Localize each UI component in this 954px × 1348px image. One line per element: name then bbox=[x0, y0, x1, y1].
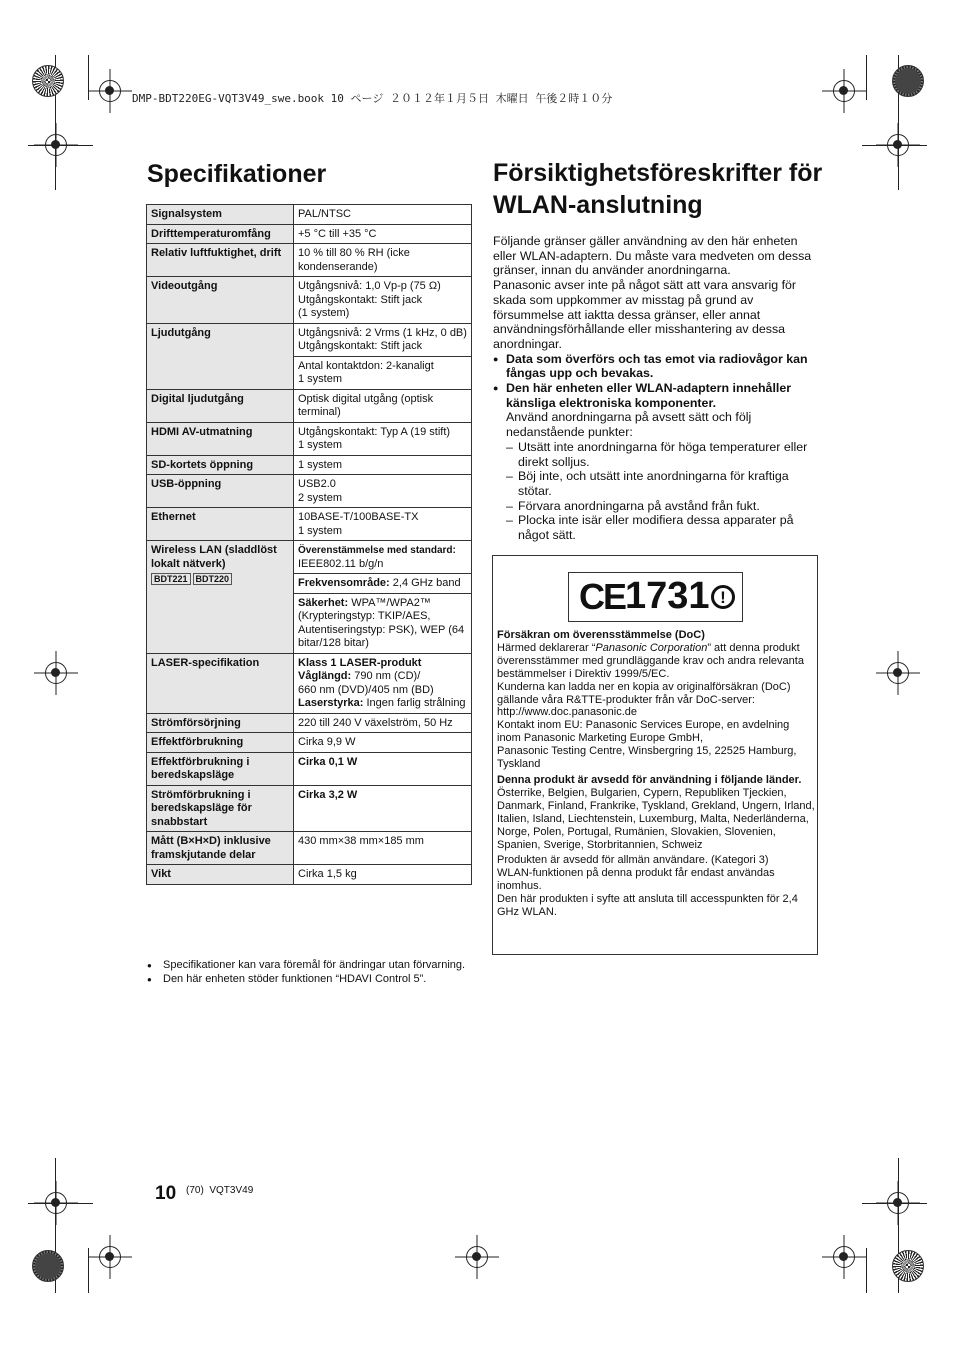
color-wheel-icon bbox=[892, 65, 924, 97]
crop-line bbox=[88, 1248, 89, 1293]
row-label: Effektförbrukning bbox=[147, 733, 294, 753]
registration-mark-icon bbox=[833, 1246, 855, 1268]
spec-table bbox=[146, 204, 472, 885]
crop-line bbox=[88, 55, 89, 100]
doc-text: ” att denna produkt överensstämmer med grundläggande krav och andra relevanta bestämmelser i Direktiv 1999/5/EC. Kunderna kan ladda ner en kopia av originalförsäkran (DoC) gällande våra R&TTE-produkter från vår DoC-server: http://www.doc.panasonic.de Kontakt inom EU: Panasonic Services Europe, en avdelning inom Panasonic Marketing Europe GmbH, Panasonic Testing Centre, Winsbergring 15, 22525 Hamburg, Tyskland bbox=[497, 641, 804, 771]
color-wheel-icon bbox=[892, 1250, 924, 1282]
registration-mark-icon bbox=[887, 1192, 909, 1214]
row-label: Vikt bbox=[147, 865, 294, 885]
ce-marking bbox=[568, 572, 743, 622]
dash-item: – Utsätt inte anordningarna för höga temperaturer eller direkt solljus. bbox=[493, 440, 818, 469]
model-tag: BDT221 bbox=[151, 573, 191, 585]
page-title: Specifikationer bbox=[147, 160, 327, 188]
row-label: Strömförsörjning bbox=[147, 713, 294, 733]
table-row bbox=[147, 508, 472, 541]
table-row bbox=[147, 752, 472, 785]
registration-mark-icon bbox=[45, 134, 67, 156]
row-value: Cirka 3,2 W bbox=[294, 785, 472, 832]
row-label: Ljudutgång bbox=[147, 323, 294, 389]
table-row bbox=[147, 244, 472, 277]
row-value: 1 system bbox=[294, 455, 472, 475]
note-item: ● Specifikationer kan vara föremål för ändringar utan förvarning. bbox=[146, 959, 472, 972]
declaration-text bbox=[497, 629, 815, 922]
table-row bbox=[147, 389, 472, 422]
table-row bbox=[147, 733, 472, 753]
row-label bbox=[147, 541, 294, 654]
company-name: Panasonic Corporation bbox=[595, 641, 708, 654]
registration-mark-icon bbox=[833, 80, 855, 102]
usage-text: Produkten är avsedd för allmän användare. (Kategori 3) WLAN-funktionen på denna produkt får endast användas inomhus. Den här produkten i syfte att ansluta till accesspunkten för 2,4 GHz WLAN. bbox=[497, 854, 798, 919]
value-label: Laserstyrka: bbox=[298, 697, 364, 709]
row-value bbox=[294, 541, 472, 574]
row-value: USB2.0 2 system bbox=[294, 475, 472, 508]
countries-heading: Denna produkt är avsedd för användning i följande länder. bbox=[497, 773, 802, 786]
table-row bbox=[147, 224, 472, 244]
row-label: Drifttemperaturomfång bbox=[147, 224, 294, 244]
registration-mark-icon bbox=[887, 134, 909, 156]
row-label: Videoutgång bbox=[147, 277, 294, 324]
row-value: Cirka 1,5 kg bbox=[294, 865, 472, 885]
notified-body-number: 1731 bbox=[625, 575, 710, 617]
row-label: Digital ljudutgång bbox=[147, 389, 294, 422]
value-label: Säkerhet: bbox=[298, 596, 349, 609]
row-label: USB-öppning bbox=[147, 475, 294, 508]
row-label: Strömförbrukning i beredskapsläge för snabbstart bbox=[147, 785, 294, 832]
table-row bbox=[147, 832, 472, 865]
section-title: Försiktighetsföreskrifter för WLAN-anslutning bbox=[493, 159, 823, 219]
ce-mark-icon: CE bbox=[579, 576, 626, 617]
dash-item: – Förvara anordningarna på avstånd från fukt. bbox=[493, 499, 818, 514]
row-value: Utgångsnivå: 2 Vrms (1 kHz, 0 dB) Utgångskontakt: Stift jack bbox=[294, 323, 472, 356]
registration-mark-icon bbox=[99, 80, 121, 102]
row-value: +5 °C till +35 °C bbox=[294, 224, 472, 244]
alert-icon: ! bbox=[711, 585, 735, 609]
value-label: Frekvensområde: bbox=[298, 577, 390, 589]
row-label: Ethernet bbox=[147, 508, 294, 541]
row-value: Cirka 9,9 W bbox=[294, 733, 472, 753]
bullet-item: ● Den här enheten eller WLAN-adaptern innehåller känsliga elektroniska komponenter. bbox=[493, 381, 818, 410]
print-header: DMP-BDT220EG-VQT3V49_swe.book 10 ページ ２０１２年１月５日 木曜日 午後２時１０分 bbox=[132, 92, 613, 105]
doc-text: Härmed deklarerar “ bbox=[497, 641, 596, 654]
table-row bbox=[147, 323, 472, 356]
table-row bbox=[147, 541, 472, 574]
registration-mark-icon bbox=[45, 662, 67, 684]
doc-heading: Försäkran om överensstämmelse (DoC) bbox=[497, 629, 705, 641]
row-value: 220 till 240 V växelström, 50 Hz bbox=[294, 713, 472, 733]
table-row bbox=[147, 475, 472, 508]
registration-mark-icon bbox=[99, 1246, 121, 1268]
table-row bbox=[147, 455, 472, 475]
spec-notes bbox=[146, 959, 472, 987]
value-text: IEEE802.11 b/g/n bbox=[298, 557, 384, 570]
row-value bbox=[294, 574, 472, 594]
wlan-precautions bbox=[493, 234, 818, 543]
page-number: 10 bbox=[155, 1183, 177, 1204]
registration-mark-icon bbox=[466, 1246, 488, 1268]
countries-list: Österrike, Belgien, Bulgarien, Cypern, Republiken Tjeckien, Danmark, Finland, Frankrike, Tyskland, Grekland, Ungern, Irland, Italien, Island, Liechtenstein, Luxemburg, Malta, Nederländerna, Norge, Polen, Portugal, Rumänien, Slovakien, Slovenien, Spanien, Sverige, Storbritannien, Schweiz bbox=[497, 786, 815, 851]
crop-line bbox=[866, 55, 867, 100]
row-value: Utgångskontakt: Typ A (19 stift) 1 system bbox=[294, 422, 472, 455]
row-value: Optisk digital utgång (optisk terminal) bbox=[294, 389, 472, 422]
model-tag: BDT220 bbox=[193, 573, 233, 585]
color-wheel-icon bbox=[32, 65, 64, 97]
color-wheel-icon bbox=[32, 1250, 64, 1282]
table-row bbox=[147, 205, 472, 225]
row-label: Mått (B×H×D) inklusive framskjutande delar bbox=[147, 832, 294, 865]
wlan-label: Wireless LAN (sladdlöst lokalt nätverk) bbox=[151, 544, 277, 570]
value-label: Klass 1 LASER-produkt bbox=[298, 656, 422, 669]
crop-line bbox=[866, 1248, 867, 1293]
value-text: WPA™/WPA2™ (Krypteringstyp: TKIP/AES, Autentiseringstyp: PSK), WEP (64 bitar/128 bitar) bbox=[298, 596, 465, 649]
row-label: Effektförbrukning i beredskapsläge bbox=[147, 752, 294, 785]
row-value bbox=[294, 593, 472, 653]
sub-text: Använd anordningarna på avsett sätt och följ nedanstående punkter: bbox=[506, 410, 752, 440]
row-value: Utgångsnivå: 1,0 Vp-p (75 Ω) Utgångskontakt: Stift jack (1 system) bbox=[294, 277, 472, 324]
table-row bbox=[147, 422, 472, 455]
row-value: 10 % till 80 % RH (icke kondenserande) bbox=[294, 244, 472, 277]
row-label: SD-kortets öppning bbox=[147, 455, 294, 475]
value-label: Våglängd: bbox=[298, 670, 352, 682]
value-text: Ingen farlig strålning bbox=[363, 697, 466, 709]
row-label: Relativ luftfuktighet, drift bbox=[147, 244, 294, 277]
table-row bbox=[147, 865, 472, 885]
row-value: 430 mm×38 mm×185 mm bbox=[294, 832, 472, 865]
registration-mark-icon bbox=[45, 1192, 67, 1214]
table-row bbox=[147, 785, 472, 832]
row-value: PAL/NTSC bbox=[294, 205, 472, 225]
value-text: 790 nm (CD)/ 660 nm (DVD)/405 nm (BD) bbox=[298, 670, 434, 696]
registration-mark-icon bbox=[887, 662, 909, 684]
intro-text: Följande gränser gäller användning av den här enheten eller WLAN-adaptern. Du måste vara medveten om dessa gränser, innan du använder anordningarna. Panasonic avser inte på något sätt att vara ansvarig för skada som uppkommer av misstag på grund av försummelse att iaktta dessa gränser, eller annat användningsförhållande eller misshantering av dessa anordningar. bbox=[493, 234, 812, 351]
table-row bbox=[147, 277, 472, 324]
row-label: Signalsystem bbox=[147, 205, 294, 225]
value-text: 2,4 GHz band bbox=[389, 577, 461, 589]
value-label: Överenstämmelse med standard: bbox=[298, 545, 456, 556]
row-value: Cirka 0,1 W bbox=[294, 752, 472, 785]
page-reference: (70) VQT3V49 bbox=[186, 1185, 254, 1196]
row-label: HDMI AV-utmatning bbox=[147, 422, 294, 455]
dash-item: – Plocka inte isär eller modifiera dessa apparater på något sätt. bbox=[493, 513, 818, 542]
row-value: Antal kontaktdon: 2-kanaligt 1 system bbox=[294, 356, 472, 389]
row-label: LASER-specifikation bbox=[147, 653, 294, 713]
table-row bbox=[147, 713, 472, 733]
dash-item: – Böj inte, och utsätt inte anordningarna för kraftiga stötar. bbox=[493, 469, 818, 498]
table-row bbox=[147, 653, 472, 713]
bullet-item: ● Data som överförs och tas emot via radiovågor kan fångas upp och bevakas. bbox=[493, 352, 818, 381]
row-value: 10BASE-T/100BASE-TX 1 system bbox=[294, 508, 472, 541]
note-item: ● Den här enheten stöder funktionen “HDAVI Control 5”. bbox=[146, 973, 472, 986]
row-value bbox=[294, 653, 472, 713]
declaration-box bbox=[492, 555, 818, 955]
